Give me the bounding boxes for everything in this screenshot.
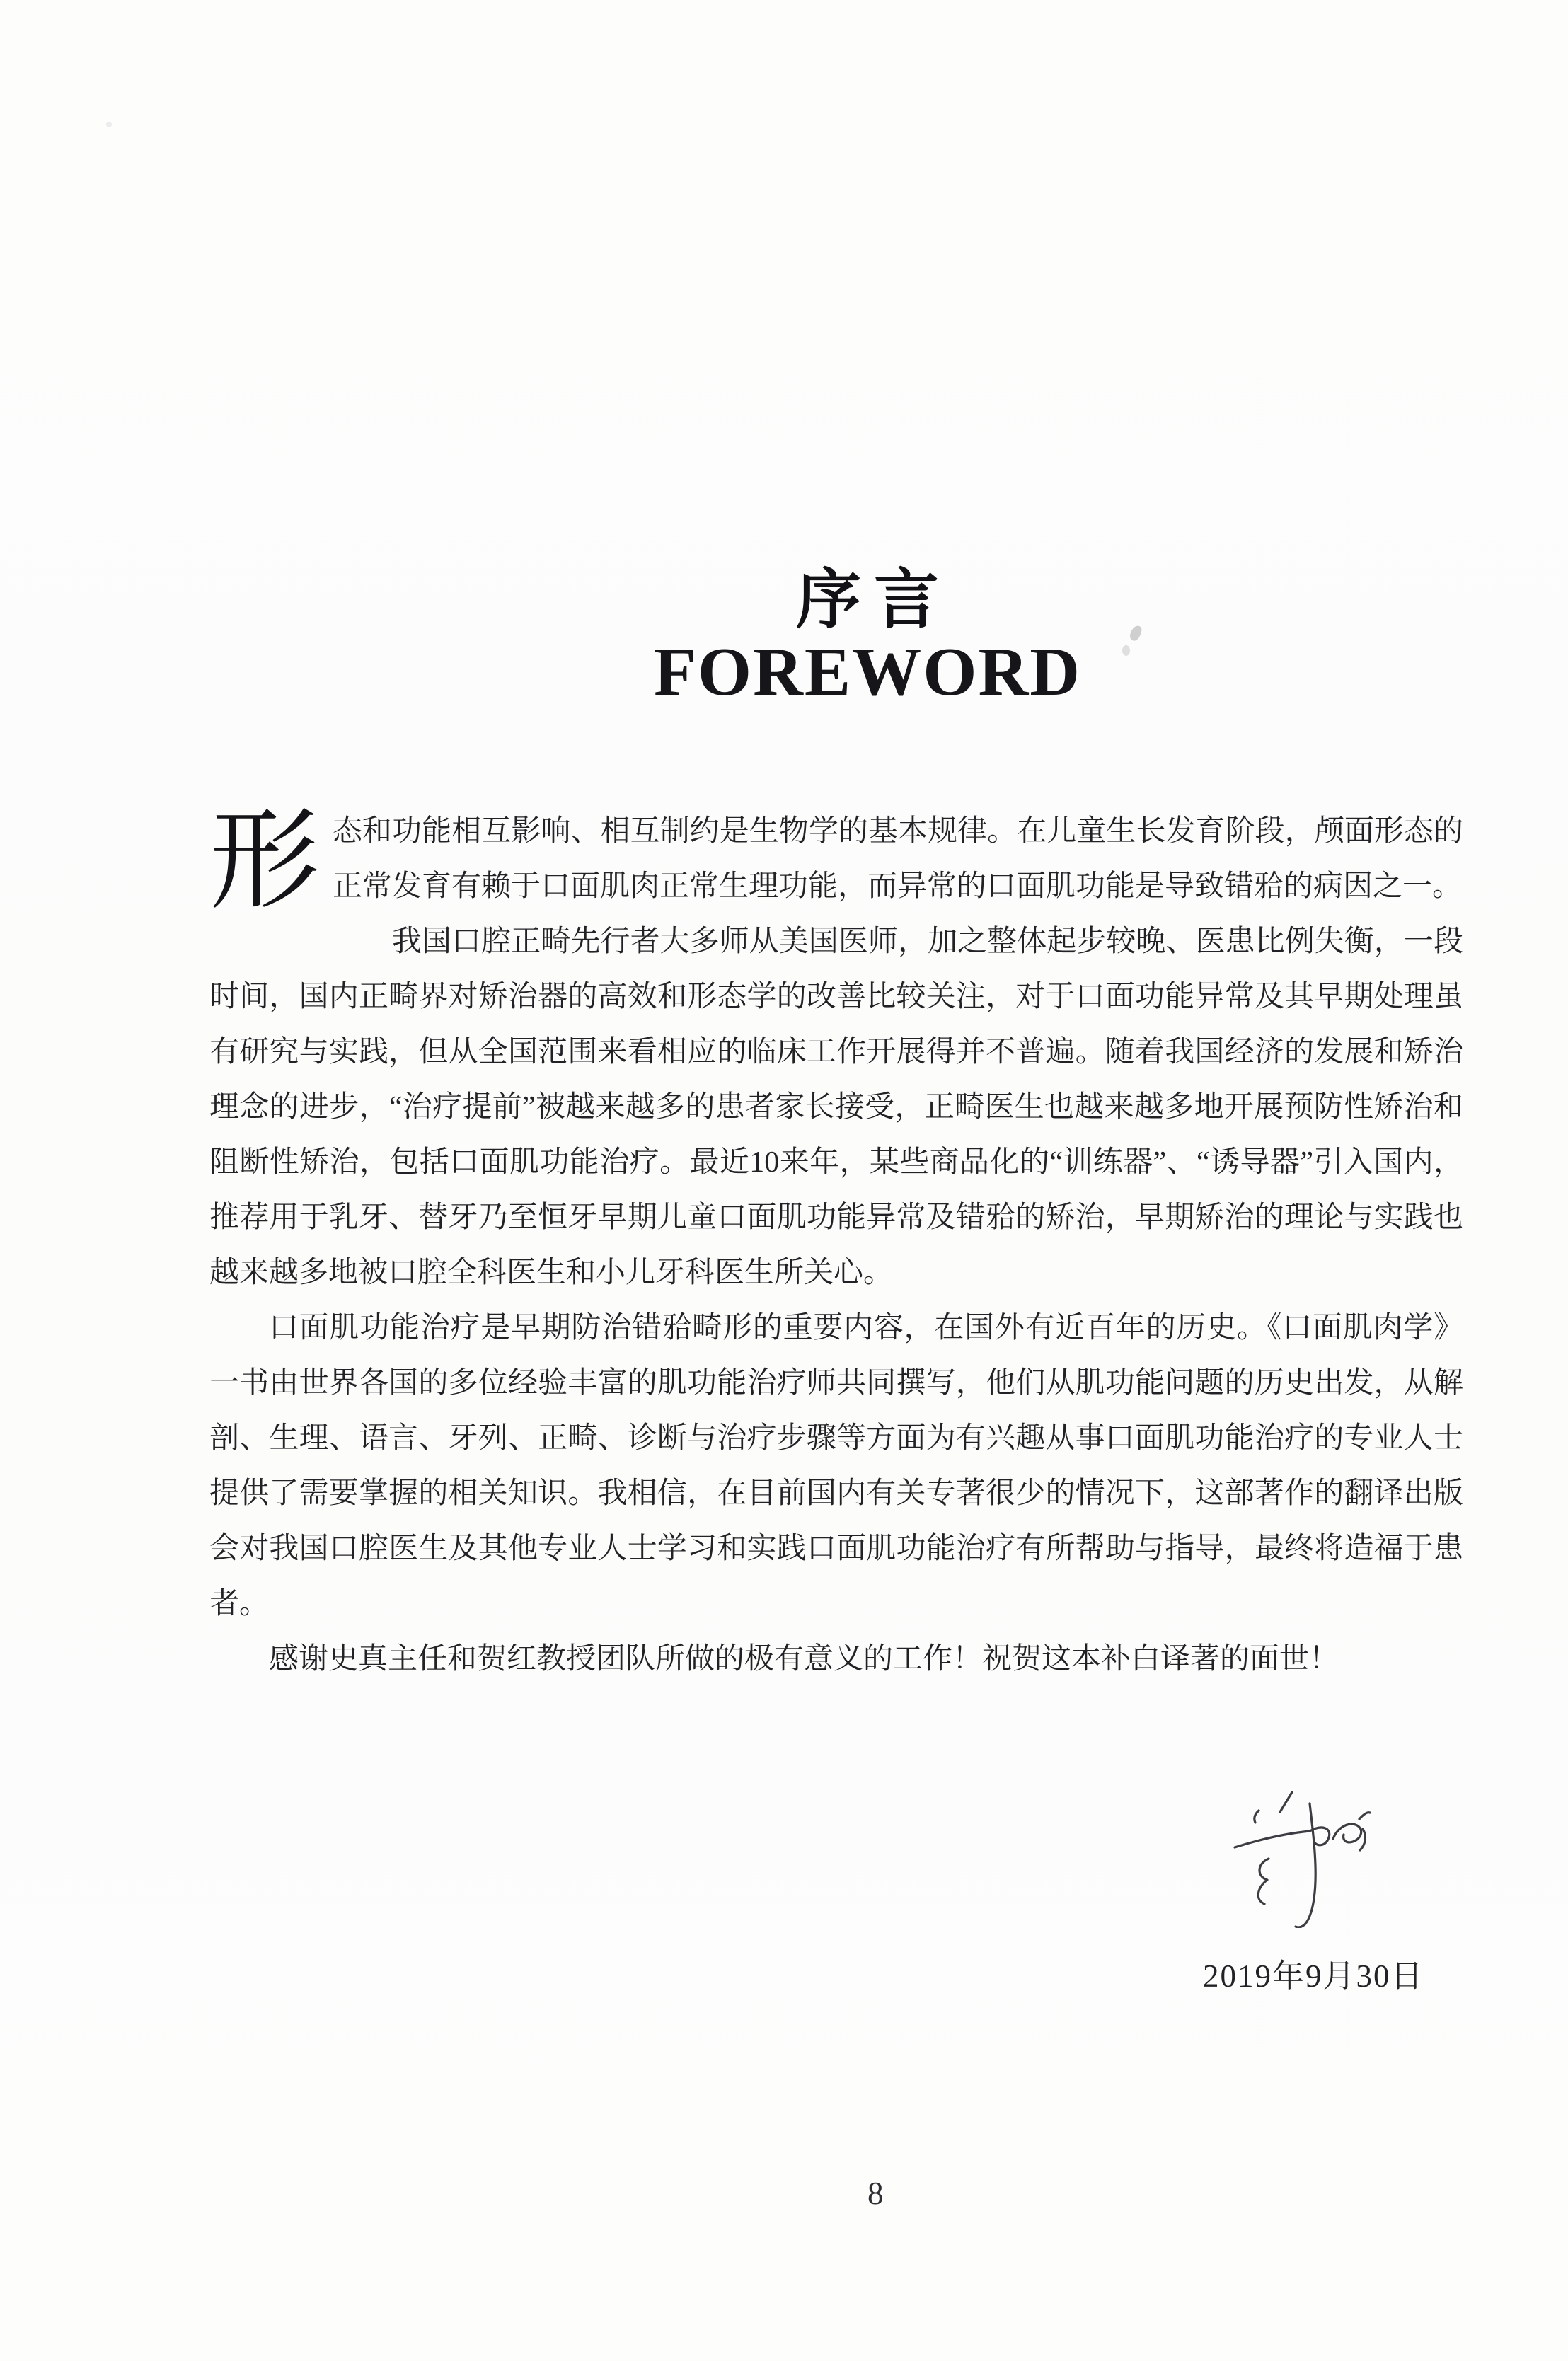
scan-artifact bbox=[106, 122, 112, 127]
foreword-body bbox=[209, 800, 1463, 1687]
paragraph-text: 感谢史真主任和贺红教授团队所做的极有意义的工作！祝贺这本补白译著的面世！ bbox=[269, 1643, 1339, 1675]
page-title-chinese: 序言 bbox=[795, 564, 952, 636]
paragraph bbox=[209, 914, 1463, 1300]
dropcap-character: 形 bbox=[209, 800, 320, 923]
paragraph bbox=[209, 1300, 1463, 1632]
signature-stroke bbox=[1280, 1792, 1292, 1812]
paragraph-text: 态和功能相互影响、相互制约是生物学的基本规律。在儿童生长发育阶段，颅面形态的正常发育有赖于口面肌肉正常生理功能，而异常的口面肌功能是导致错𬌗的病因之一。 bbox=[333, 815, 1463, 903]
signature-scribble bbox=[1228, 1779, 1376, 1928]
page-number: 8 bbox=[867, 2176, 884, 2211]
foreword-date: 2019年9月30日 bbox=[1203, 1958, 1424, 1994]
signature-stroke bbox=[1296, 1924, 1305, 1927]
signature-stroke bbox=[1258, 1859, 1269, 1904]
signature-stroke bbox=[1255, 1811, 1259, 1823]
page-title-english: FOREWORD bbox=[654, 633, 1081, 710]
paragraph bbox=[209, 1632, 1463, 1687]
signature-stroke bbox=[1235, 1831, 1310, 1847]
signature-stroke bbox=[1333, 1824, 1361, 1842]
signature-stroke bbox=[1359, 1813, 1370, 1819]
paragraph-text: 口面肌功能治疗是早期防治错𬌗畸形的重要内容，在国外有近百年的历史。《口面肌肉学》一书由世界各国的多位经验丰富的肌功能治疗师共同撰写，他们从肌功能问题的历史出发，从解剖、生理、语言、牙列、正畸、诊断与治疗步骤等方面为有兴趣从事口面肌功能治疗的专业人士提供了需要掌握的相关知识。我相信，在目前国内有关专著很少的情况下，这部著作的翻译出版会对我国口腔医生及其他专业人士学习和实践口面肌功能治疗有所帮助与指导，最终将造福于患者。 bbox=[209, 1312, 1463, 1620]
paragraph bbox=[209, 800, 1463, 923]
paragraph-text: 我国口腔正畸先行者大多师从美国医师，加之整体起步较晚、医患比例失衡，一段时间，国内正畸界对矫治器的高效和形态学的改善比较关注，对于口面功能异常及其早期处理虽有研究与实践，但从全国范围来看相应的临床工作开展得并不普遍。随着我国经济的发展和矫治理念的进步，“治疗提前”被越来越多的患者家长接受，正畸医生也越来越多地开展预防性矫治和阻断性矫治，包括口面肌功能治疗。最近10来年，某些商品化的“训练器”、“诱导器”引入国内，推荐用于乳牙、替牙乃至恒牙早期儿童口面肌功能异常及错𬌗的矫治，早期矫治的理论与实践也越来越多地被口腔全科医生和小儿牙科医生所关心。 bbox=[209, 925, 1463, 1289]
title-block bbox=[241, 566, 1494, 708]
signature-stroke bbox=[1305, 1803, 1315, 1924]
